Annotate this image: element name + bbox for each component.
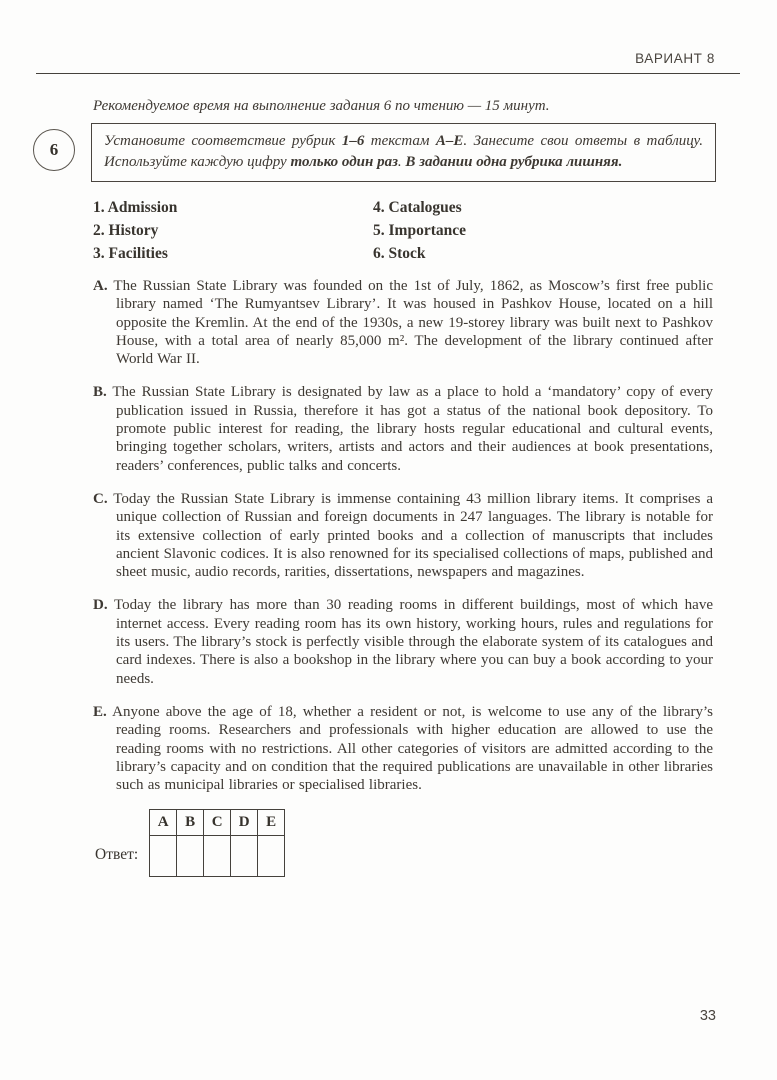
- instruction-segment: Установите соответствие рубрик: [104, 133, 342, 149]
- instruction-box: [91, 123, 716, 182]
- paragraph-letter: E.: [93, 703, 107, 720]
- answer-col-header-d: D: [231, 810, 258, 836]
- rubric-item-2: 2. History: [93, 222, 159, 239]
- answer-section: [95, 809, 777, 877]
- answer-value-row: [150, 836, 285, 877]
- paragraph-letter: D.: [93, 597, 108, 614]
- paragraph-text: The Russian State Library was founded on the 1st of July, 1862, as Moscow’s first free public library named ‘The Rumyantsev Library’. It was housed in Pashkov House, located on a hill opposite the Kremlin. At the end of the 1930s, a new 19-storey library was built next to Pashkov House, with a total area of nearly 85,000 m². The development of the library continued after World War II.: [113, 278, 713, 368]
- answer-col-header-a: A: [150, 810, 177, 836]
- instruction-segment-bold: А–Е: [435, 133, 464, 149]
- instruction-segment-bold: 1–6: [341, 133, 365, 149]
- text-paragraph-c: [93, 490, 713, 581]
- rubric-item-6: 6. Stock: [373, 245, 426, 262]
- text-paragraph-a: [93, 277, 713, 368]
- text-paragraph-e: [93, 703, 713, 794]
- rubric-column-right: [373, 196, 653, 265]
- answer-header-row: [150, 810, 285, 836]
- paragraph-letter: C.: [93, 490, 108, 507]
- answer-cell-e: [258, 836, 285, 877]
- rubric-list: [93, 196, 717, 265]
- task-number-badge: [33, 129, 75, 171]
- answer-cell-b: [177, 836, 204, 877]
- rubric-item-3: 3. Facilities: [93, 245, 168, 262]
- text-paragraph-b: [93, 383, 713, 474]
- page-header: [0, 51, 777, 66]
- answer-cell-a: [150, 836, 177, 877]
- task-number: 6: [49, 140, 59, 159]
- answer-col-header-b: B: [177, 810, 204, 836]
- header-rule: [36, 73, 740, 74]
- text-paragraph-d: [93, 596, 713, 687]
- instruction-segment-bold: В задании одна рубрика лишняя.: [405, 154, 623, 170]
- instruction-segment: . Занесите свои ответы в таблицу. Используйте каждую цифру: [104, 133, 704, 170]
- instruction-segment: текстам: [364, 133, 436, 149]
- paragraph-text: Today the library has more than 30 reading rooms in different buildings, most of which have internet access. Every reading room has its own history, working hours, rules and regulations for its users. The library’s stock is perfectly visible through the elaborate system of its catalogues and card indexes. There is also a bookshop in the library where you can buy a book according to your needs.: [114, 597, 713, 687]
- answer-table: [149, 809, 285, 877]
- paragraph-text: Today the Russian State Library is immense containing 43 million library items. It comprises a unique collection of Russian and foreign documents in 247 languages. The library is notable for its extensive collection of early printed books and a collection of manuscripts that includes ancient Slavonic codices. It is also renowned for its specialised collections of maps, published and sheet music, audio records, rarities, dissertations, newspapers and magazines.: [113, 490, 713, 581]
- answer-cell-c: [204, 836, 231, 877]
- answer-col-header-e: E: [258, 810, 285, 836]
- paragraph-text: The Russian State Library is designated by law as a place to hold a ‘mandatory’ copy of every publication issued in Russia, therefore it has got a status of the national book depository. To promote public interest for reading, the library hosts regular educational and cultural events, bringing together scholars, writers, artists and actors and their audiences at book presentations, readers’ conferences, public talks and concerts.: [112, 384, 713, 474]
- answer-label: Ответ:: [95, 846, 139, 864]
- instruction-segment-bold: только один раз: [290, 154, 398, 170]
- rubric-item-5: 5. Importance: [373, 222, 466, 239]
- paragraph-letter: A.: [93, 278, 108, 294]
- text-paragraphs: [93, 277, 713, 794]
- variant-label: ВАРИАНТ 8: [635, 51, 715, 66]
- page-number: 33: [699, 1008, 716, 1024]
- time-note: Рекомендуемое время на выполнение задания 6 по чтению — 15 минут.: [93, 98, 550, 114]
- answer-cell-d: [231, 836, 258, 877]
- rubric-column-left: [93, 196, 373, 265]
- rubric-item-4: 4. Catalogues: [373, 199, 462, 216]
- answer-col-header-c: C: [204, 810, 231, 836]
- instruction-segment: .: [397, 154, 406, 170]
- paragraph-letter: B.: [93, 384, 107, 401]
- task-row: [0, 123, 777, 182]
- rubric-item-1: 1. Admission: [93, 199, 178, 216]
- paragraph-text: Anyone above the age of 18, whether a resident or not, is welcome to use any of the library’s reading rooms. Researchers and professionals with higher education are allowed to use the reading rooms with no restrictions. All other categories of visitors are admitted according to the library’s capacity and on condition that the required publications are unavailable in other libraries such as municipal libraries or specialised libraries.: [112, 703, 713, 794]
